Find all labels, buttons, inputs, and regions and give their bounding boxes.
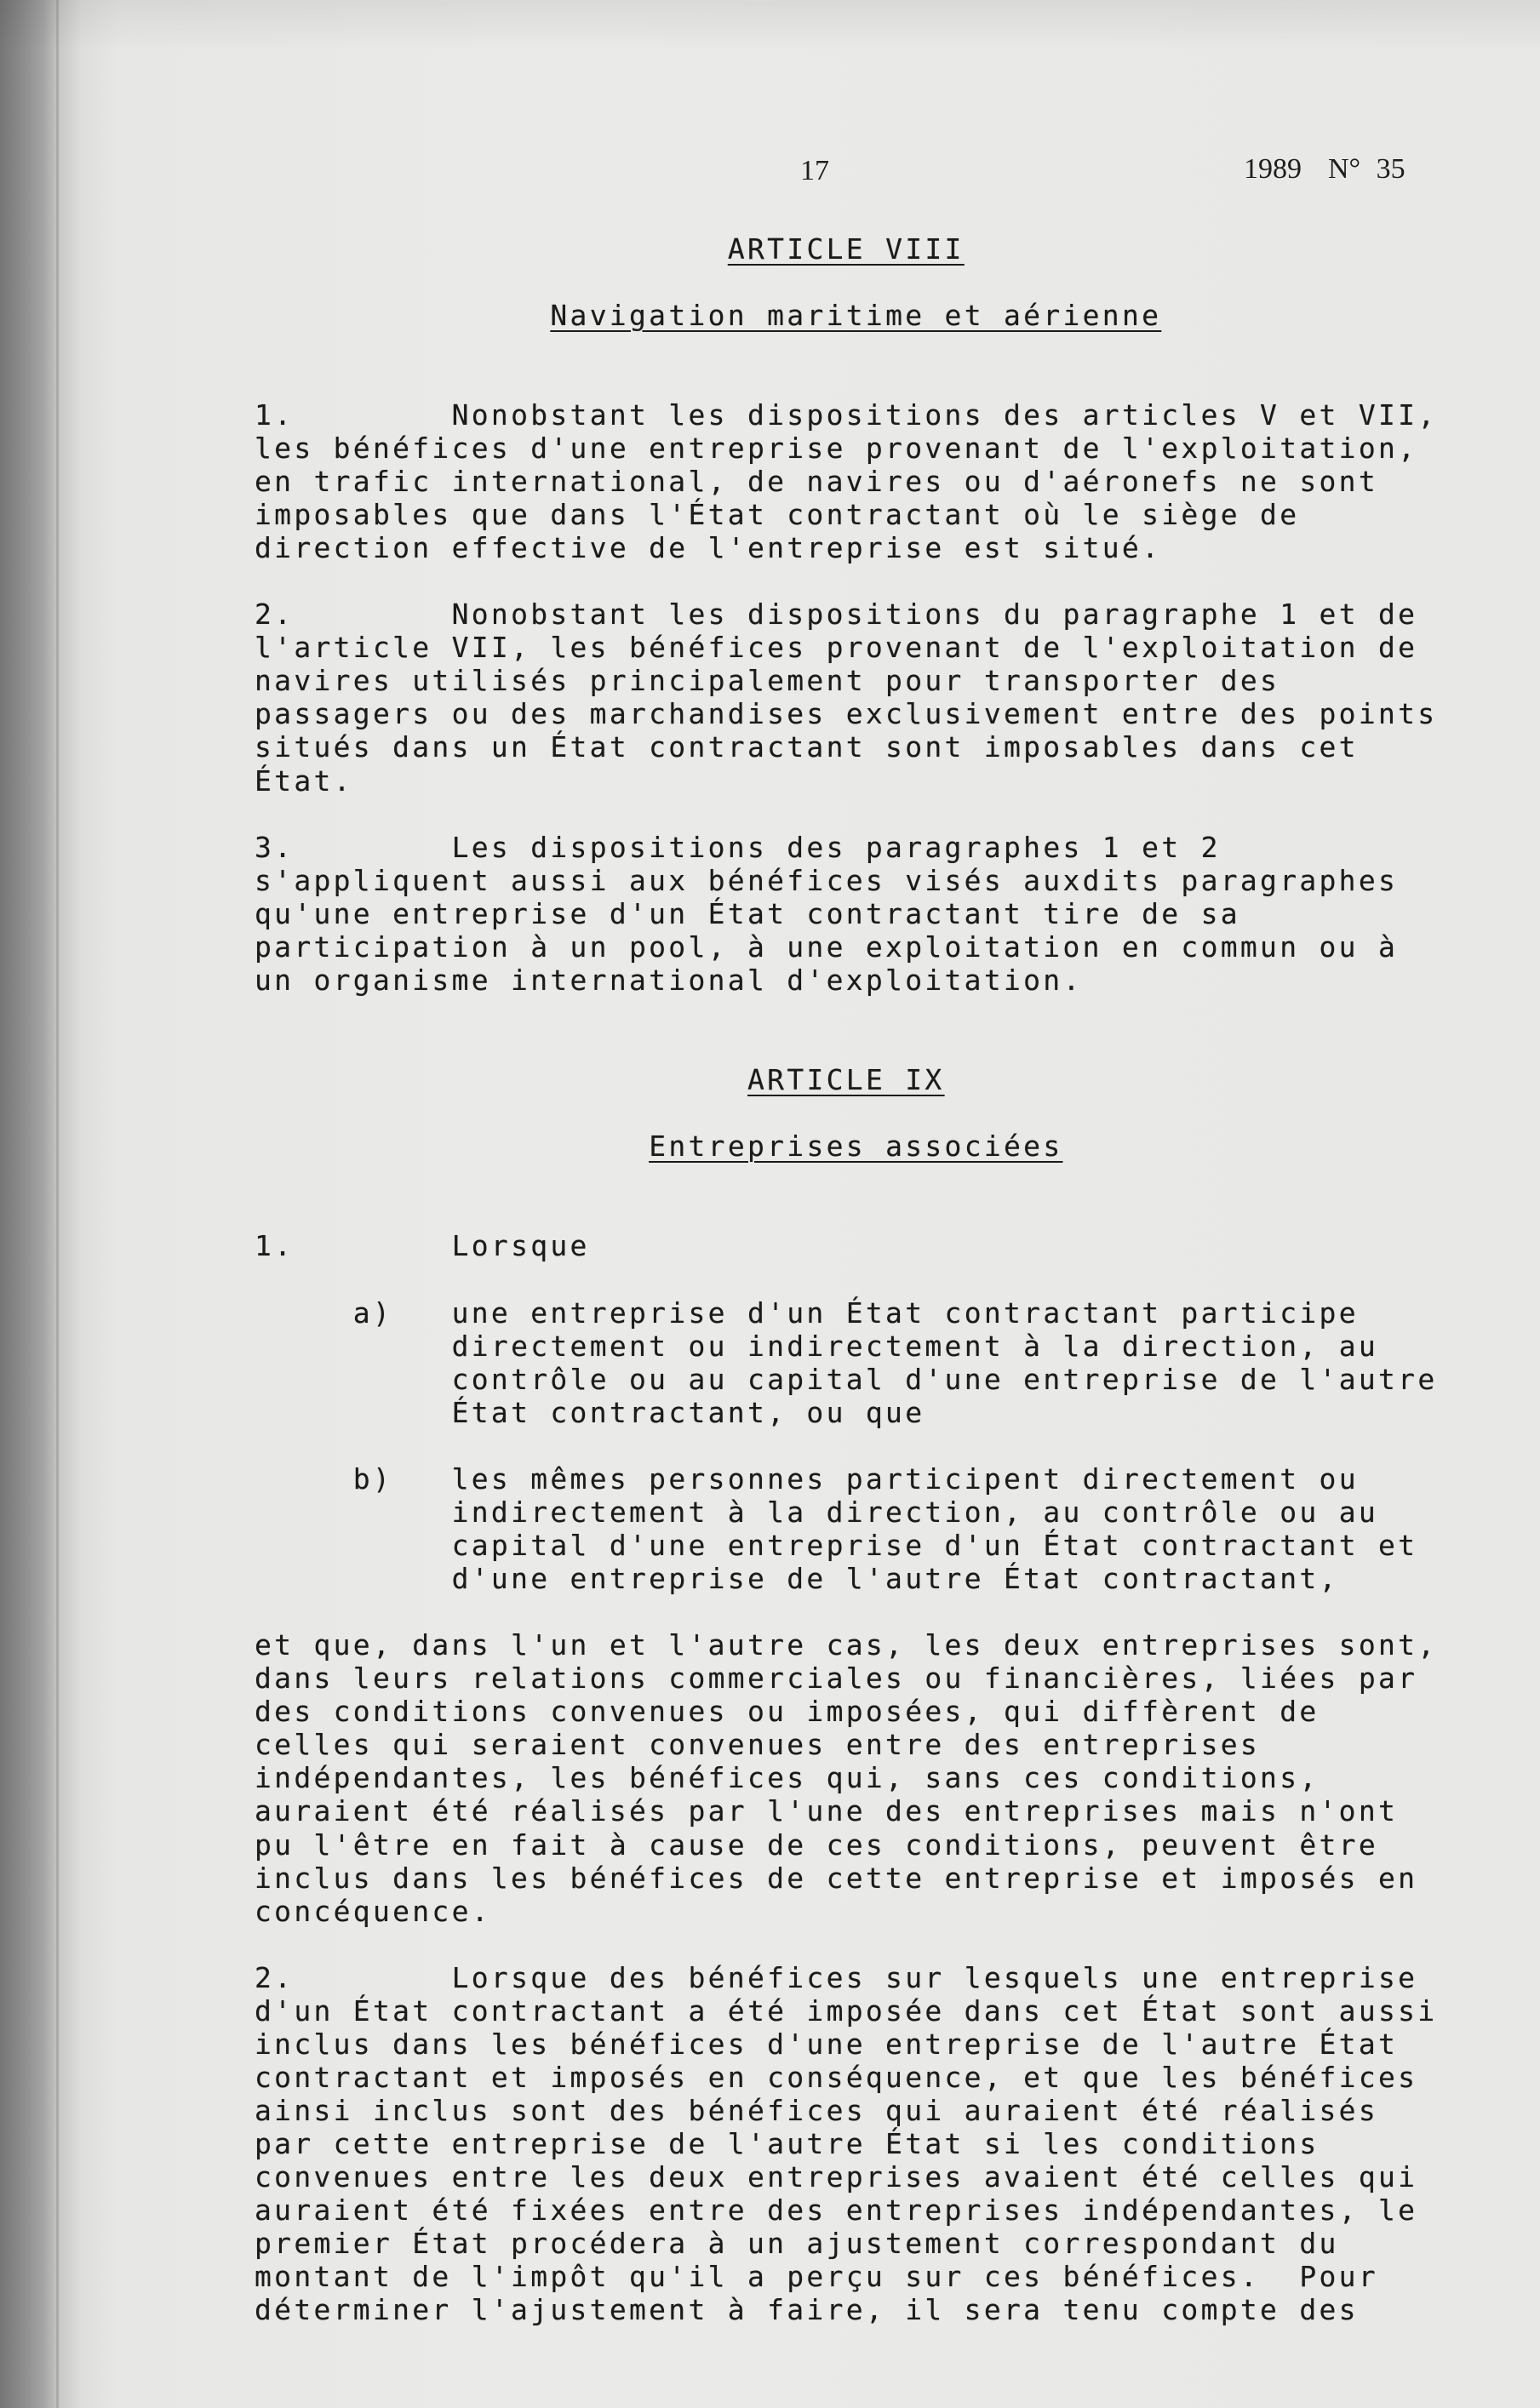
page-number: 17 bbox=[800, 155, 829, 186]
issue-year: 1989 bbox=[1244, 153, 1302, 185]
paragraph-text: Nonobstant les dispositions du paragraphe 1 et de l'article VII, les bénéfices provenant de l'exploitation de navires utilisés principalement pour transporter des passagers ou des marchandises exclusivement entre des points situés dans un État contractant sont imposables dans cet État. bbox=[255, 598, 1438, 798]
article-title-text: ARTICLE VIII bbox=[727, 232, 965, 266]
article-ix-paragraph-1-continuation bbox=[255, 1628, 1472, 1928]
paragraph-text: Lorsque bbox=[451, 1229, 590, 1263]
paragraph-number: 3. bbox=[255, 830, 295, 864]
subparagraph-a bbox=[255, 1296, 1472, 1429]
article-ix-paragraph-1-intro bbox=[255, 1229, 1472, 1262]
subparagraph-label: a) bbox=[352, 1296, 393, 1330]
article-ix-title bbox=[255, 1063, 1472, 1096]
article-viii-paragraph-1 bbox=[255, 398, 1472, 564]
article-viii-title bbox=[255, 232, 1472, 266]
article-ix-subtitle bbox=[255, 1130, 1472, 1163]
paragraph-number: 2. bbox=[255, 598, 295, 632]
paragraph-number: 1. bbox=[255, 398, 295, 432]
paragraph-text: Nonobstant les dispositions des articles V et VII, les bénéfices d'une entreprise provenant de l'exploitation, en trafic international, de navires ou d'aéronefs ne sont imposables que dans l'État contractant où le siège de direction effective de l'entreprise est situé. bbox=[255, 398, 1438, 565]
scan-shadow-edge bbox=[56, 0, 59, 2408]
article-ix-paragraph-2 bbox=[255, 1961, 1472, 2327]
article-viii-subtitle bbox=[255, 299, 1472, 332]
paragraph-text: Les dispositions des paragraphes 1 et 2 s'appliquent aussi aux bénéfices visés auxdits paragraphes qu'une entreprise d'un État contractant tire de sa participation à un pool, à une exploitation en commun ou à un organisme international d'exploitation. bbox=[255, 830, 1399, 997]
paragraph-number: 2. bbox=[255, 1960, 295, 1994]
document-body bbox=[255, 232, 1472, 2327]
article-subtitle-text: Entreprises associées bbox=[649, 1130, 1063, 1164]
article-subtitle-text: Navigation maritime et aérienne bbox=[550, 298, 1162, 332]
paragraph-text: et que, dans l'un et l'autre cas, les deux entreprises sont, dans leurs relations commerciales ou financières, liées par des conditions convenues ou imposées, qui diffèrent de celles qui seraient convenues entre des entreprises indépendantes, les bénéfices qui, sans ces conditions, auraient été réalisés par l'une des entreprises mais n'ont pu l'être en fait à cause de ces conditions, peuvent être inclus dans les bénéfices de cette entreprise et imposés en concéquence. bbox=[255, 1628, 1438, 1928]
article-viii-paragraph-2 bbox=[255, 598, 1472, 797]
paragraph-text: Lorsque des bénéfices sur lesquels une entreprise d'un État contractant a été imposée dans cet État sont aussi inclus dans les bénéfices d'une entreprise de l'autre État contractant et imposés en conséquence, et que les bénéfices ainsi inclus sont des bénéfices qui auraient été réalisés par cette entreprise de l'autre État si les conditions convenues entre les deux entreprises avaient été celles qui auraient été fixées entre des entreprises indépendantes, le premier État procédera à un ajustement correspondant du montant de l'impôt qu'il a perçu sur ces bénéfices. Pour déterminer l'ajustement à faire, il sera tenu compte des bbox=[255, 1960, 1438, 2327]
article-title-text: ARTICLE IX bbox=[747, 1063, 945, 1097]
issue-number: N° 35 bbox=[1328, 153, 1405, 185]
subparagraph-label: b) bbox=[352, 1461, 393, 1496]
subparagraph-text: une entreprise d'un État contractant participe directement ou indirectement à la direction, au contrôle ou au capital d'une entreprise de l'autre État contractant, ou que bbox=[451, 1296, 1438, 1429]
running-header bbox=[0, 0, 1540, 221]
paragraph-number: 1. bbox=[255, 1229, 295, 1263]
article-viii-paragraph-3 bbox=[255, 831, 1472, 997]
subparagraph-b bbox=[255, 1462, 1472, 1595]
subparagraph-text: les mêmes personnes participent directement ou indirectement à la direction, au contrôle ou au capital d'une entreprise d'un État contractant et d'une entreprise de l'autre État contractant, bbox=[451, 1461, 1418, 1595]
